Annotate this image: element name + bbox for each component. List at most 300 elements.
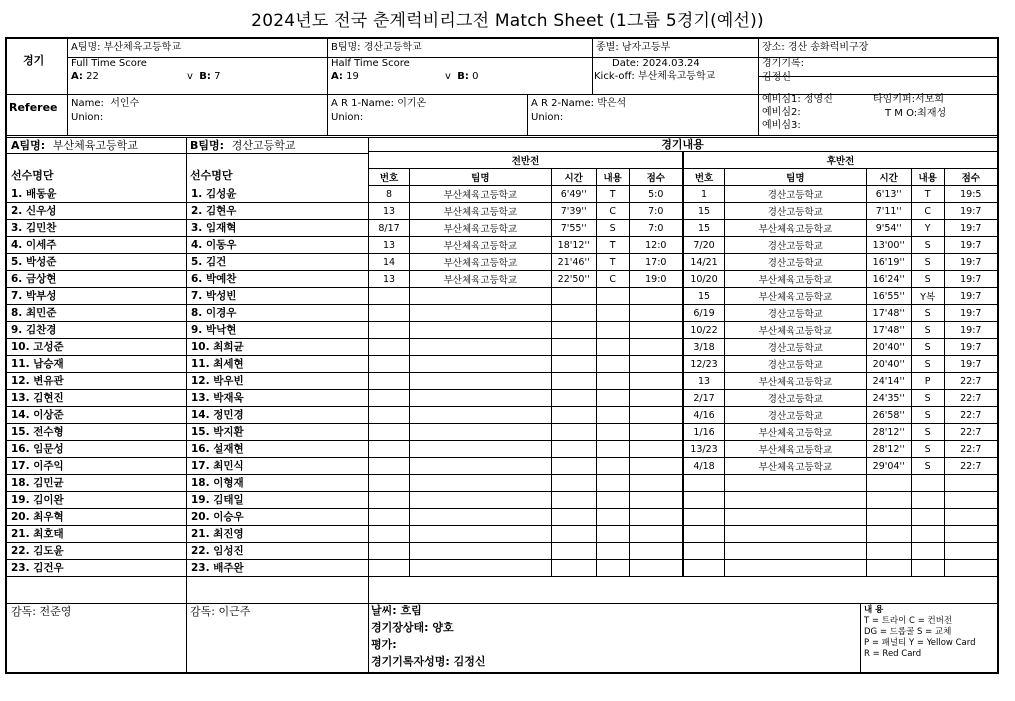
table-row — [369, 526, 683, 543]
table-cell — [596, 492, 629, 509]
table-cell — [866, 492, 911, 509]
table-cell — [410, 373, 552, 390]
table-row — [369, 458, 683, 475]
table-cell — [551, 356, 596, 373]
table-cell: 17'48'' — [866, 322, 911, 339]
table-cell: 13 — [369, 271, 410, 288]
table-cell — [944, 509, 997, 526]
table-row — [684, 322, 998, 339]
weather: 날씨: 흐림 — [371, 604, 422, 617]
evaluation: 평가: — [371, 638, 397, 651]
table-cell — [725, 543, 867, 560]
roster-player: 17. 이주익 — [7, 457, 186, 474]
table-cell — [596, 526, 629, 543]
table-cell: Y — [911, 220, 944, 237]
column-header: 번호 — [369, 169, 410, 186]
table-cell — [596, 305, 629, 322]
table-row — [684, 424, 998, 441]
column-header: 시간 — [551, 169, 596, 186]
coach-a: 감독: 전준영 — [11, 605, 72, 618]
table-cell — [629, 356, 682, 373]
roster-player: 19. 김이완 — [7, 491, 186, 508]
table-cell: 18'12'' — [551, 237, 596, 254]
table-cell — [551, 390, 596, 407]
table-cell: 7'55'' — [551, 220, 596, 237]
table-cell — [551, 424, 596, 441]
table-row — [684, 492, 998, 509]
table-cell — [725, 475, 867, 492]
table-cell: T — [596, 237, 629, 254]
table-cell — [944, 492, 997, 509]
table-cell — [596, 424, 629, 441]
table-cell: 19:7 — [944, 288, 997, 305]
column-header: 번호 — [684, 169, 725, 186]
table-cell: 7/20 — [684, 237, 725, 254]
table-cell — [410, 305, 552, 322]
table-cell — [629, 322, 682, 339]
table-cell: 13'00'' — [866, 237, 911, 254]
table-cell: 19:7 — [944, 220, 997, 237]
table-cell: 5:0 — [629, 186, 682, 203]
roster-player: 21. 최호태 — [7, 525, 186, 542]
roster-player: 8. 이경우 — [187, 304, 368, 321]
legend-line: DG = 드롭골 S = 교체 — [864, 627, 952, 637]
table-cell — [725, 492, 867, 509]
roster-player: 1. 김성윤 — [187, 185, 368, 202]
table-cell — [866, 509, 911, 526]
legend-line: T = 트라이 C = 컨버전 — [864, 616, 953, 626]
table-cell: 14 — [369, 254, 410, 271]
table-cell — [629, 543, 682, 560]
field-condition: 경기장상태: 양호 — [371, 621, 454, 634]
table-cell — [629, 305, 682, 322]
table-cell: S — [911, 271, 944, 288]
table-cell: 24'14'' — [866, 373, 911, 390]
table-cell: C — [911, 203, 944, 220]
table-cell — [944, 475, 997, 492]
table-cell — [684, 492, 725, 509]
table-cell: 19:7 — [944, 356, 997, 373]
roster-player: 2. 신우성 — [7, 202, 186, 219]
table-row — [369, 339, 683, 356]
first-half-table — [368, 151, 683, 577]
table-cell: 28'12'' — [866, 441, 911, 458]
second-half-table — [683, 151, 998, 577]
table-cell — [369, 339, 410, 356]
table-row — [684, 373, 998, 390]
venue-field: 장소: 경산 송화럭비구장 — [762, 42, 869, 53]
roster-player: 11. 최세현 — [187, 355, 368, 372]
table-cell: 8/17 — [369, 220, 410, 237]
roster-player: 12. 박우빈 — [187, 372, 368, 389]
table-cell — [551, 475, 596, 492]
table-cell: 경산고등학교 — [725, 305, 867, 322]
table-cell — [410, 560, 552, 577]
table-cell: 19:5 — [944, 186, 997, 203]
table-cell — [944, 543, 997, 560]
table-cell — [410, 288, 552, 305]
table-cell: 부산체육고등학교 — [725, 424, 867, 441]
table-cell — [369, 458, 410, 475]
table-cell: 19:0 — [629, 271, 682, 288]
table-cell — [629, 390, 682, 407]
table-cell — [629, 526, 682, 543]
roster-player: 2. 김현우 — [187, 202, 368, 219]
table-cell: 경산고등학교 — [725, 203, 867, 220]
roster-player: 21. 최진영 — [187, 525, 368, 542]
table-cell: 19:7 — [944, 271, 997, 288]
team-a-header: A팀명: 부산체육고등학교 — [11, 139, 138, 152]
table-cell — [944, 560, 997, 577]
table-row — [684, 560, 998, 577]
recorder-label: 경기기록: — [762, 58, 805, 69]
table-cell: 7:0 — [629, 203, 682, 220]
roster-player: 20. 이승우 — [187, 508, 368, 525]
table-cell — [369, 475, 410, 492]
table-cell: 8 — [369, 186, 410, 203]
table-cell — [596, 339, 629, 356]
referee-label: Referee — [9, 101, 58, 114]
recorder-name: 김정신 — [762, 72, 791, 83]
roster-player: 8. 최민준 — [7, 304, 186, 321]
table-row — [684, 220, 998, 237]
table-cell — [369, 407, 410, 424]
half-time-b: v B: 0 — [445, 71, 479, 82]
table-cell — [551, 305, 596, 322]
roster-player: 22. 임성진 — [187, 542, 368, 559]
table-cell — [596, 322, 629, 339]
roster-team-a — [7, 185, 186, 577]
reserve-2: 예비심2: — [762, 107, 801, 118]
table-cell — [911, 509, 944, 526]
roster-player: 15. 전수형 — [7, 423, 186, 440]
table-row — [684, 390, 998, 407]
table-cell: 19:7 — [944, 322, 997, 339]
table-row — [369, 220, 683, 237]
table-cell: S — [596, 220, 629, 237]
table-cell — [551, 288, 596, 305]
table-cell — [369, 441, 410, 458]
table-cell — [629, 407, 682, 424]
table-cell: S — [911, 424, 944, 441]
page-title: 2024년도 전국 춘계럭비리그전 Match Sheet (1그룹 5경기(예선)) — [251, 11, 764, 31]
table-cell: 4/16 — [684, 407, 725, 424]
table-cell — [410, 509, 552, 526]
table-row — [369, 203, 683, 220]
table-cell: 부산체육고등학교 — [725, 373, 867, 390]
roster-player: 1. 배동윤 — [7, 185, 186, 202]
roster-player: 22. 김도윤 — [7, 542, 186, 559]
legend-line: R = Red Card — [864, 649, 922, 659]
table-cell: 13 — [369, 237, 410, 254]
roster-player: 4. 이동우 — [187, 236, 368, 253]
roster-player: 9. 박낙현 — [187, 321, 368, 338]
table-cell — [410, 356, 552, 373]
table-cell — [596, 458, 629, 475]
table-cell — [551, 407, 596, 424]
table-row — [684, 186, 998, 203]
table-cell — [369, 305, 410, 322]
column-header: 점수 — [944, 169, 997, 186]
table-cell — [629, 458, 682, 475]
column-header: 팀명 — [410, 169, 552, 186]
table-cell — [629, 424, 682, 441]
table-cell — [410, 492, 552, 509]
roster-b-title: 선수명단 — [190, 169, 233, 182]
full-time-label: Full Time Score — [71, 58, 147, 69]
roster-player: 16. 설재현 — [187, 440, 368, 457]
table-row — [369, 373, 683, 390]
table-cell — [369, 543, 410, 560]
table-row — [684, 526, 998, 543]
date-field: Date: 2024.03.24 — [612, 58, 700, 69]
table-cell: 3/18 — [684, 339, 725, 356]
table-cell: 부산체육고등학교 — [725, 271, 867, 288]
table-cell — [596, 543, 629, 560]
roster-player: 12. 변유관 — [7, 372, 186, 389]
table-cell: 경산고등학교 — [725, 356, 867, 373]
column-header: 점수 — [629, 169, 682, 186]
kickoff-field: Kick-off: 부산체육고등학교 — [594, 71, 716, 82]
table-cell: 1/16 — [684, 424, 725, 441]
table-cell — [551, 458, 596, 475]
roster-player: 10. 고성준 — [7, 338, 186, 355]
table-cell — [911, 543, 944, 560]
table-cell — [410, 458, 552, 475]
table-row — [369, 441, 683, 458]
table-cell: 26'58'' — [866, 407, 911, 424]
table-cell: 29'04'' — [866, 458, 911, 475]
category-field: 종별: 남자고등부 — [596, 42, 671, 53]
column-header: 팀명 — [725, 169, 867, 186]
ar1-name: A R 1-Name: 이기온 — [331, 98, 427, 109]
table-row — [369, 543, 683, 560]
tmo: T M O:최재성 — [885, 108, 947, 119]
table-cell — [866, 560, 911, 577]
roster-player: 19. 김태일 — [187, 491, 368, 508]
table-cell — [596, 475, 629, 492]
roster-player: 20. 최우혁 — [7, 508, 186, 525]
table-cell: 1 — [684, 186, 725, 203]
game-content-label: 경기내용 — [661, 138, 704, 151]
table-cell: 13 — [684, 373, 725, 390]
roster-a-title: 선수명단 — [11, 169, 54, 182]
table-cell: 15 — [684, 288, 725, 305]
table-cell: S — [911, 339, 944, 356]
table-cell: 부산체육고등학교 — [725, 441, 867, 458]
table-cell: 6'13'' — [866, 186, 911, 203]
roster-team-b — [187, 185, 368, 577]
coach-b: 감독: 이근주 — [190, 605, 251, 618]
table-cell — [684, 560, 725, 577]
table-cell: 22:7 — [944, 390, 997, 407]
table-cell — [410, 339, 552, 356]
table-row — [369, 305, 683, 322]
table-cell: 19:7 — [944, 237, 997, 254]
timekeeper: 타임키퍼:서보희 — [873, 94, 944, 105]
table-cell — [866, 475, 911, 492]
table-cell: 경산고등학교 — [725, 237, 867, 254]
table-row — [369, 509, 683, 526]
table-cell — [410, 475, 552, 492]
table-cell: S — [911, 458, 944, 475]
table-cell — [684, 475, 725, 492]
match-sheet — [5, 37, 999, 674]
table-cell — [369, 390, 410, 407]
table-cell — [410, 441, 552, 458]
table-row — [369, 475, 683, 492]
roster-player: 3. 임재혁 — [187, 219, 368, 236]
table-cell: C — [596, 203, 629, 220]
table-cell: 20'40'' — [866, 339, 911, 356]
legend-title: 내 용 — [864, 605, 884, 615]
table-row — [369, 407, 683, 424]
table-cell — [551, 373, 596, 390]
table-cell: S — [911, 407, 944, 424]
table-cell: 14/21 — [684, 254, 725, 271]
table-cell — [866, 543, 911, 560]
roster-player: 5. 박성준 — [7, 253, 186, 270]
half-time-score: A: 19 — [331, 71, 359, 82]
table-cell: 부산체육고등학교 — [410, 271, 552, 288]
roster-player: 16. 임문성 — [7, 440, 186, 457]
table-cell: 6/19 — [684, 305, 725, 322]
table-cell — [596, 560, 629, 577]
roster-player: 7. 박부성 — [7, 287, 186, 304]
table-row — [684, 288, 998, 305]
table-cell — [629, 475, 682, 492]
table-cell — [369, 288, 410, 305]
table-cell: 13 — [369, 203, 410, 220]
table-cell: 17'48'' — [866, 305, 911, 322]
table-row — [684, 203, 998, 220]
table-cell: 경산고등학교 — [725, 407, 867, 424]
table-cell: S — [911, 237, 944, 254]
table-cell: 22:7 — [944, 458, 997, 475]
table-cell: 19:7 — [944, 203, 997, 220]
table-cell — [911, 526, 944, 543]
table-row — [684, 407, 998, 424]
table-cell: 24'35'' — [866, 390, 911, 407]
table-cell — [369, 322, 410, 339]
roster-player: 15. 박지환 — [187, 423, 368, 440]
table-cell: 10/20 — [684, 271, 725, 288]
table-cell: 7'11'' — [866, 203, 911, 220]
table-cell: T — [911, 186, 944, 203]
table-cell — [410, 407, 552, 424]
table-cell: S — [911, 356, 944, 373]
table-cell — [551, 441, 596, 458]
table-cell: 부산체육고등학교 — [725, 220, 867, 237]
table-cell — [551, 526, 596, 543]
roster-player: 9. 김찬경 — [7, 321, 186, 338]
table-row — [369, 390, 683, 407]
table-row — [369, 322, 683, 339]
column-header: 시간 — [866, 169, 911, 186]
referee-union: Union: — [71, 112, 104, 123]
table-cell — [551, 543, 596, 560]
legend — [864, 605, 975, 660]
roster-player: 6. 금상현 — [7, 270, 186, 287]
table-row — [684, 305, 998, 322]
table-cell: 22:7 — [944, 424, 997, 441]
table-cell: 7'39'' — [551, 203, 596, 220]
column-header: 내용 — [596, 169, 629, 186]
table-row — [684, 441, 998, 458]
table-cell — [410, 390, 552, 407]
table-cell: 부산체육고등학교 — [410, 220, 552, 237]
table-cell — [866, 526, 911, 543]
table-cell: S — [911, 254, 944, 271]
table-cell — [369, 492, 410, 509]
table-cell — [911, 475, 944, 492]
full-time-score: A: 22 — [71, 71, 99, 82]
table-cell — [551, 560, 596, 577]
roster-player: 6. 박예찬 — [187, 270, 368, 287]
table-cell — [410, 543, 552, 560]
table-cell — [369, 560, 410, 577]
table-cell — [629, 560, 682, 577]
table-cell: 경산고등학교 — [725, 390, 867, 407]
half-time-label: Half Time Score — [331, 58, 410, 69]
table-cell: 16'55'' — [866, 288, 911, 305]
table-cell — [944, 526, 997, 543]
table-cell — [369, 526, 410, 543]
table-cell — [911, 560, 944, 577]
table-row — [369, 237, 683, 254]
table-cell — [369, 373, 410, 390]
table-cell: Y복 — [911, 288, 944, 305]
table-cell: 부산체육고등학교 — [410, 203, 552, 220]
table-cell — [629, 373, 682, 390]
table-cell — [410, 322, 552, 339]
table-cell — [911, 492, 944, 509]
table-cell: 22:7 — [944, 441, 997, 458]
table-row — [684, 237, 998, 254]
table-cell: 13/23 — [684, 441, 725, 458]
table-cell: 16'24'' — [866, 271, 911, 288]
reserve-1: 예비심1: 정영진 — [762, 94, 833, 105]
full-time-b: v B: 7 — [187, 71, 221, 82]
table-cell — [551, 322, 596, 339]
table-cell — [596, 356, 629, 373]
table-row — [369, 254, 683, 271]
table-row — [369, 356, 683, 373]
ar2-name: A R 2-Name: 박은석 — [531, 98, 627, 109]
table-row — [684, 475, 998, 492]
roster-player: 13. 김현진 — [7, 389, 186, 406]
table-cell: 19:7 — [944, 339, 997, 356]
table-cell: 부산체육고등학교 — [725, 288, 867, 305]
table-cell: 경산고등학교 — [725, 186, 867, 203]
table-row — [369, 288, 683, 305]
table-cell — [684, 509, 725, 526]
table-cell: 12:0 — [629, 237, 682, 254]
table-cell — [629, 492, 682, 509]
table-cell: T — [596, 254, 629, 271]
table-cell — [596, 288, 629, 305]
roster-player: 5. 김건 — [187, 253, 368, 270]
table-cell — [410, 424, 552, 441]
table-cell: 9'54'' — [866, 220, 911, 237]
table-cell: 12/23 — [684, 356, 725, 373]
table-cell — [369, 424, 410, 441]
roster-player: 11. 남승재 — [7, 355, 186, 372]
table-cell: 부산체육고등학교 — [725, 322, 867, 339]
roster-player: 3. 김민찬 — [7, 219, 186, 236]
ar2-union: Union: — [531, 112, 564, 123]
table-cell — [629, 441, 682, 458]
